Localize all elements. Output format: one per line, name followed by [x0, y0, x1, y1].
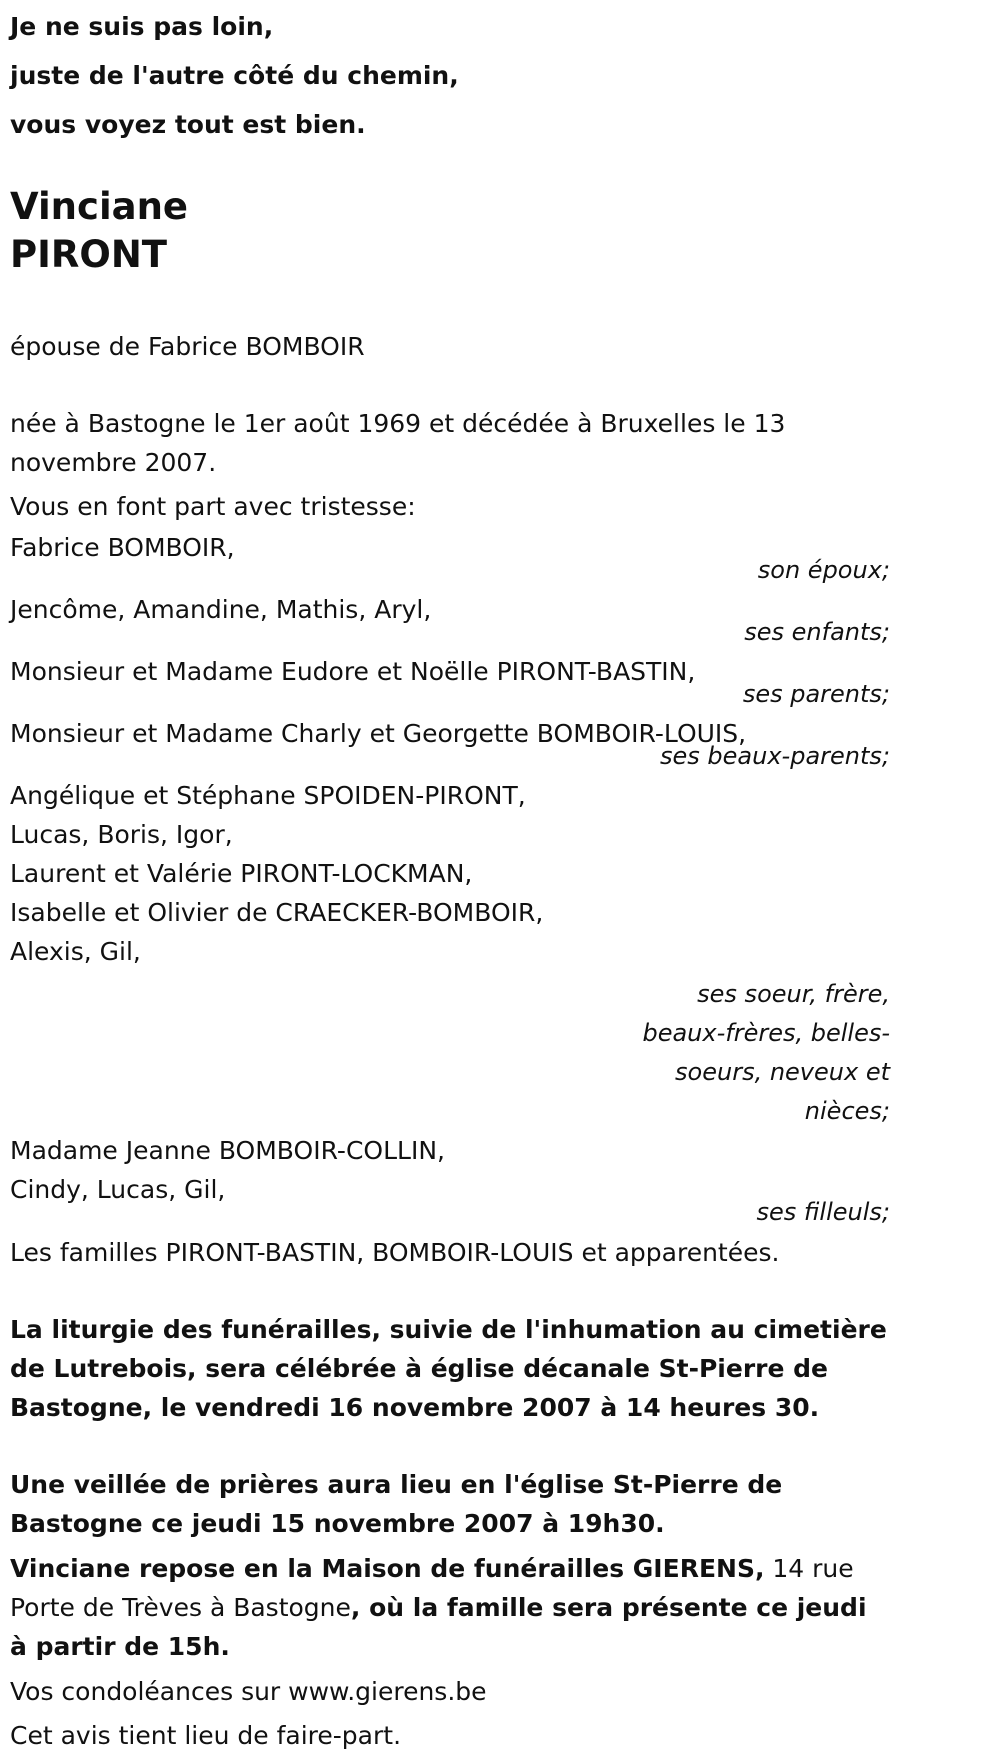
- relative-entry: [10, 714, 890, 776]
- sibling-names: Laurent et Valérie PIRONT-LOCKMAN,: [10, 859, 473, 888]
- sibling-names: Lucas, Boris, Igor,: [10, 820, 233, 849]
- obituary-notice: [10, 0, 890, 1755]
- poem-line: vous voyez tout est bien.: [10, 110, 366, 139]
- repose-part-1: Vinciane repose en la Maison de funérailles GIERENS,: [10, 1554, 765, 1583]
- repose-address: 14 rue Porte de Trèves à Bastogne: [10, 1554, 854, 1622]
- condolences-line: Vos condoléances sur www.gierens.be: [10, 1677, 487, 1706]
- relative-role: ses enfants;: [744, 618, 890, 646]
- poem-line: juste de l'autre côté du chemin,: [10, 61, 459, 90]
- relative-entry: [10, 590, 890, 652]
- relative-names: Fabrice BOMBOIR,: [10, 533, 235, 562]
- relative-role: ses parents;: [742, 680, 890, 708]
- families-line: Les familles PIRONT-BASTIN, BOMBOIR-LOUIS et apparentées.: [10, 1238, 780, 1267]
- relative-names: Jencôme, Amandine, Mathis, Aryl,: [10, 595, 432, 624]
- faire-part-line: Cet avis tient lieu de faire-part.: [10, 1721, 402, 1750]
- sibling-names: Alexis, Gil,: [10, 937, 141, 966]
- announce-intro: Vous en font part avec tristesse:: [10, 492, 416, 521]
- repose-info: [10, 1549, 890, 1666]
- poem-line: Je ne suis pas loin,: [10, 12, 274, 41]
- poem: [10, 0, 890, 149]
- spouse-line: épouse de Fabrice BOMBOIR: [10, 332, 365, 361]
- godchildren-names: Madame Jeanne BOMBOIR-COLLIN,: [10, 1136, 445, 1165]
- repose-part-3: , où la famille sera présente ce jeudi à partir de 15h.: [10, 1593, 867, 1661]
- siblings-entry: [10, 776, 890, 1131]
- godchildren-role: ses filleuls;: [756, 1198, 890, 1226]
- relative-entry: [10, 652, 890, 714]
- siblings-role: ses soeur, frère, beaux-frères, belles-soeurs, neveux et nièces;: [642, 980, 890, 1125]
- relative-role: ses beaux-parents;: [660, 742, 890, 770]
- relatives-list: [10, 528, 890, 1232]
- deceased-first-name: Vinciane: [10, 185, 189, 228]
- relative-names: Monsieur et Madame Eudore et Noëlle PIRONT-BASTIN,: [10, 657, 696, 686]
- vigil-info: Une veillée de prières aura lieu en l'église St-Pierre de Bastogne ce jeudi 15 novembre 2007 à 19h30.: [10, 1470, 783, 1538]
- godchildren-entry: [10, 1131, 890, 1232]
- godchildren-names: Cindy, Lucas, Gil,: [10, 1175, 226, 1204]
- birth-death-line: née à Bastogne le 1er août 1969 et décédée à Bruxelles le 13 novembre 2007.: [10, 409, 786, 477]
- deceased-name: [10, 183, 890, 279]
- sibling-names: Isabelle et Olivier de CRAECKER-BOMBOIR,: [10, 898, 544, 927]
- deceased-last-name: PIRONT: [10, 233, 168, 276]
- liturgy-info: La liturgie des funérailles, suivie de l'inhumation au cimetière de Lutrebois, sera célébrée à église décanale St-Pierre de Bastogne, le vendredi 16 novembre 2007 à 14 heures 30.: [10, 1315, 887, 1422]
- relative-role: son époux;: [757, 556, 890, 584]
- sibling-names: Angélique et Stéphane SPOIDEN-PIRONT,: [10, 781, 526, 810]
- relative-entry: [10, 528, 890, 590]
- relative-names: Monsieur et Madame Charly et Georgette BOMBOIR-LOUIS,: [10, 719, 747, 748]
